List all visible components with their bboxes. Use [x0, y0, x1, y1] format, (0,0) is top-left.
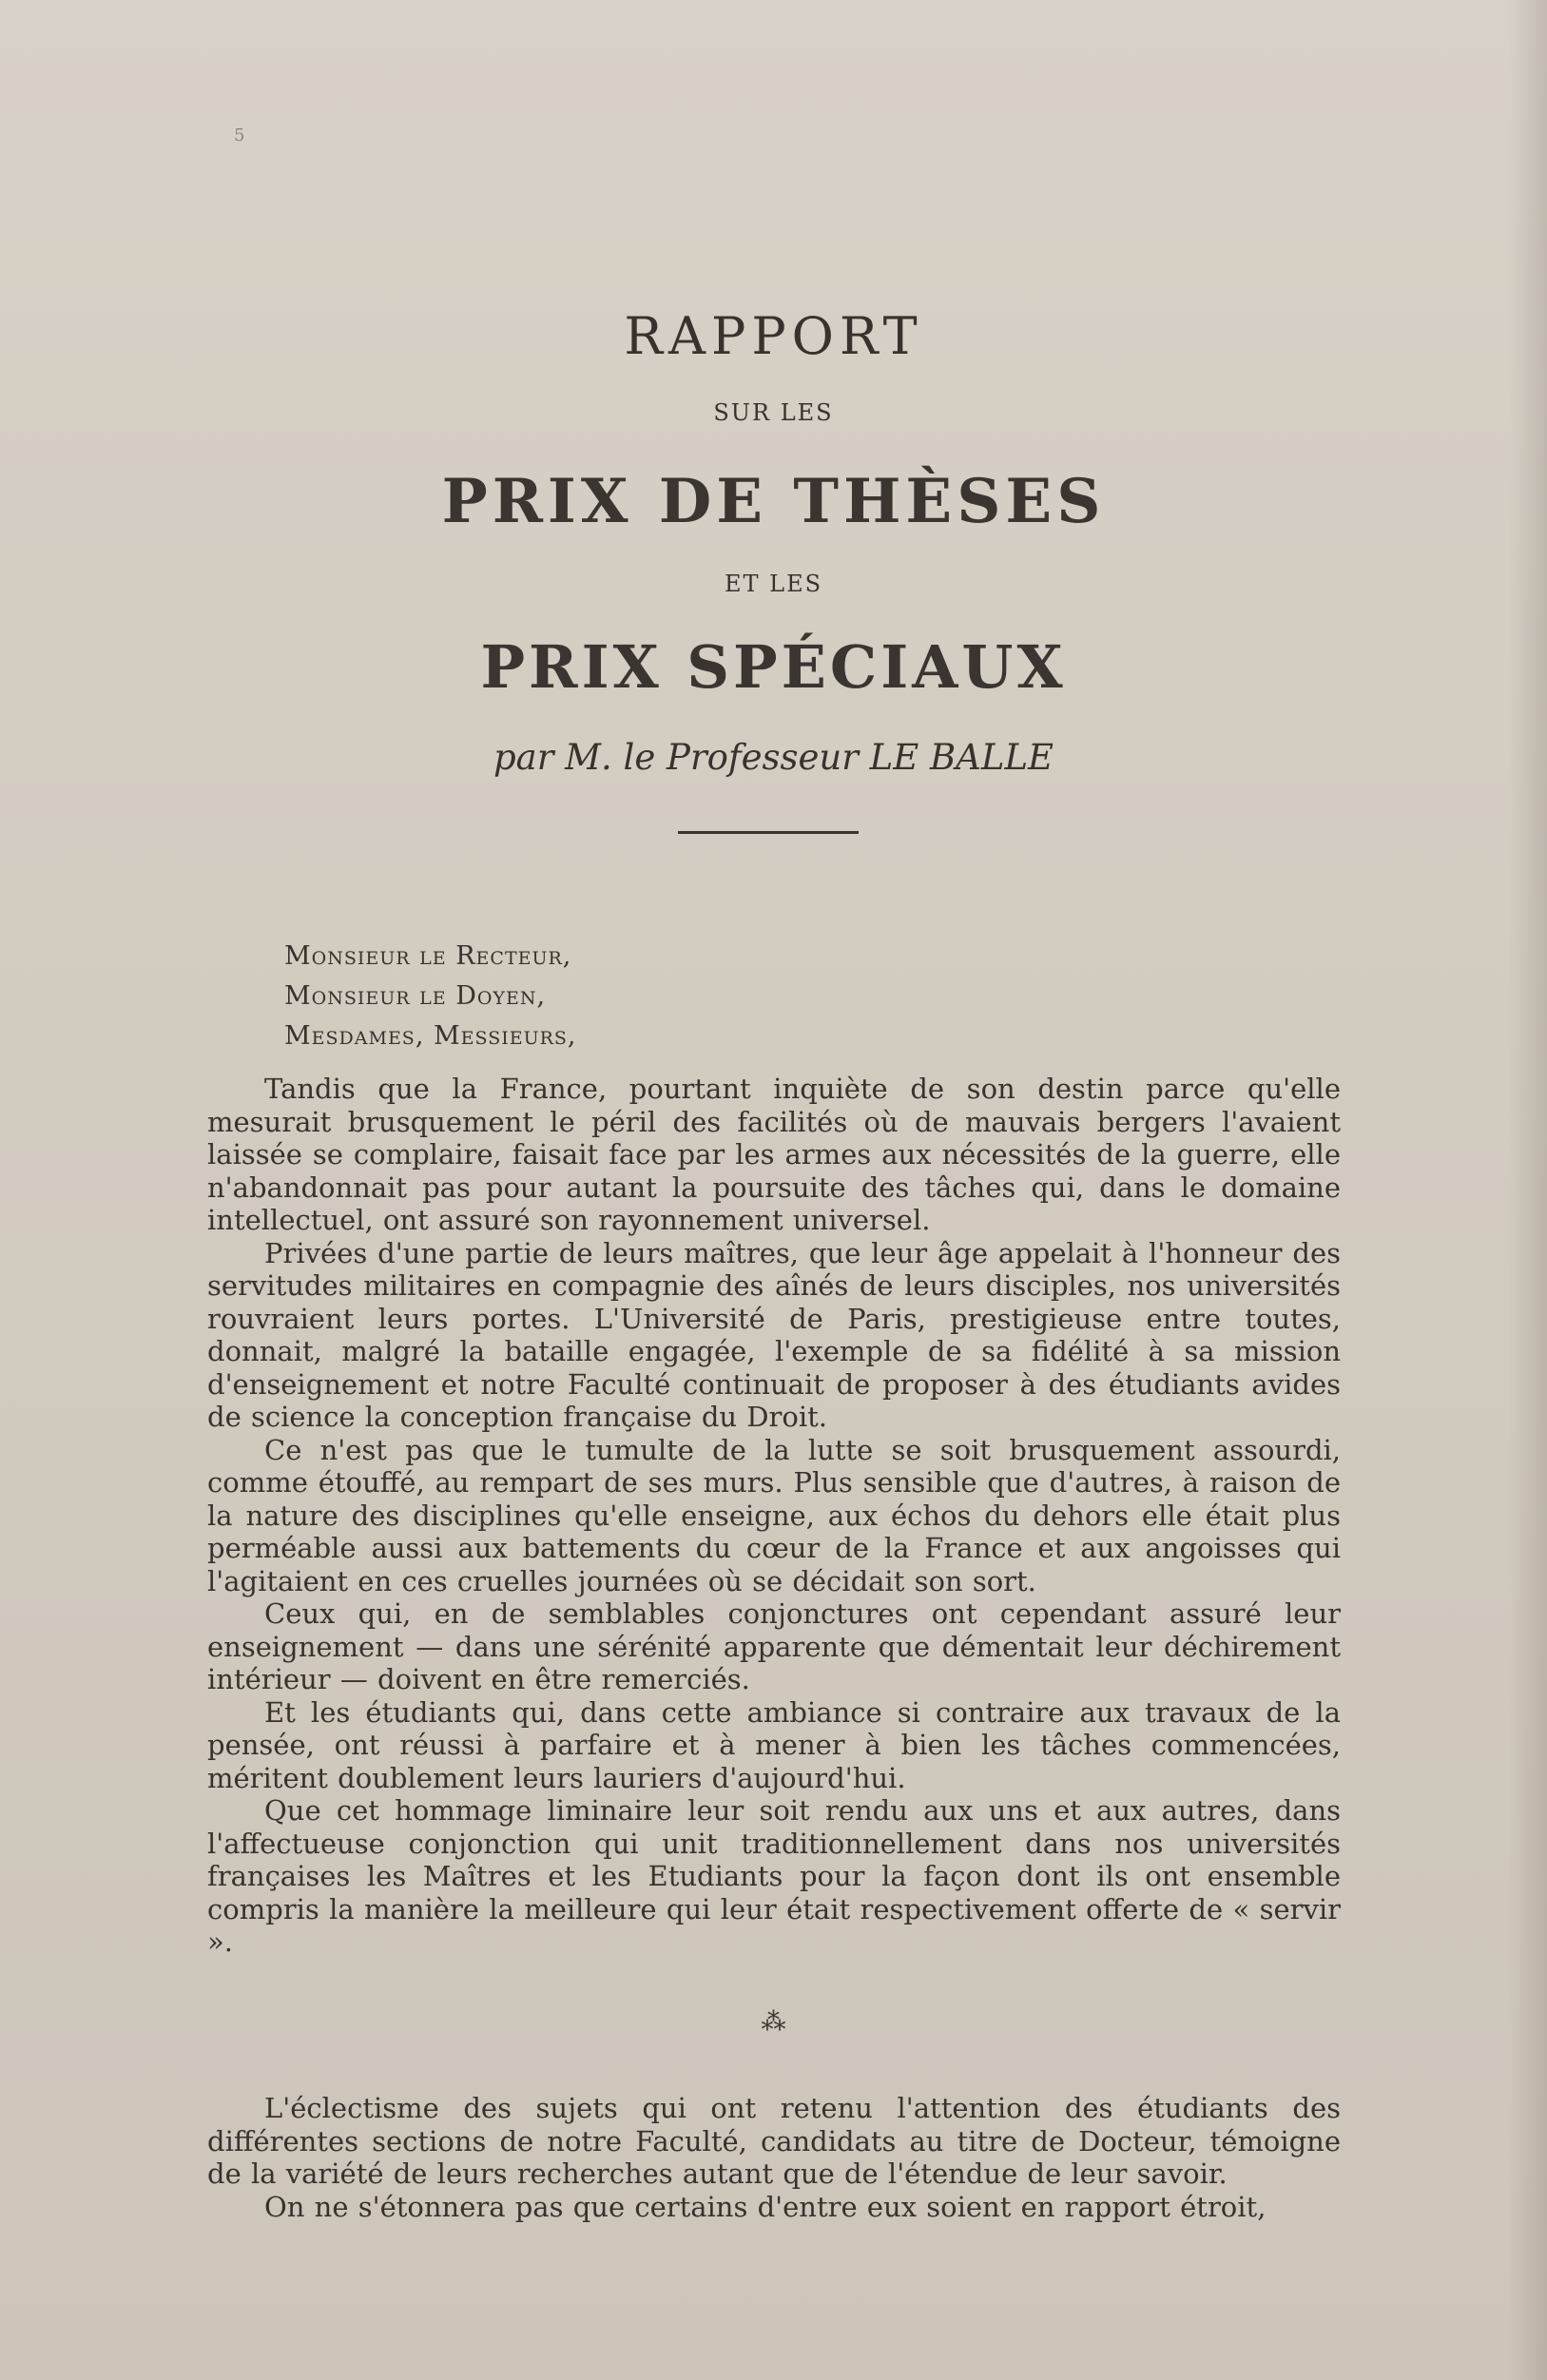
paragraph: Privées d'une partie de leurs maîtres, que leur âge appelait à l'honneur des servitudes militaires en compagnie des aînés de leurs disciples, nos universités rouvraient leurs portes. L'Université de Paris, prestigieuse entre toutes, donnait, malgré la bataille engagée, l'exemple de sa fidélité à sa mission d'enseignement et notre Faculté continuait de proposer à des étudiants avides de science la conception française du Droit.	[207, 1236, 1341, 1433]
body-section-1	[207, 1073, 1341, 1959]
paragraph: Que cet hommage liminaire leur soit rendu aux uns et aux autres, dans l'affectueuse conjonction qui unit traditionnellement dans nos universités françaises les Maîtres et les Etudiants pour la façon dont ils ont ensemble compris la manière la meilleure qui leur était respectivement offerte de « servir ».	[207, 1794, 1341, 1958]
author-byline: par M. le Professeur LE BALLE	[493, 737, 1054, 778]
paragraph: Ceux qui, en de semblables conjonctures ont cependant assuré leur enseignement — dans une sérénité apparente que démentait leur déchirement intérieur — doivent en être remerciés.	[207, 1597, 1341, 1695]
salutation-doyen: Monsieur le Doyen,	[284, 981, 547, 1011]
paragraph: Ce n'est pas que le tumulte de la lutte se soit brusquement assourdi, comme étouffé, au rempart de ses murs. Plus sensible que d'autres, à raison de la nature des disciplines qu'elle enseigne, aux échos du dehors elle était plus perméable aussi aux battements du cœur de la France et aux angoisses qui l'agitaient en ces cruelles journées où se décidait son sort.	[207, 1433, 1341, 1597]
salutation-mesdames: Mesdames, Messieurs,	[284, 1021, 577, 1051]
section-asterism: ⁂	[761, 2008, 786, 2037]
paragraph: Tandis que la France, pourtant inquiète de son destin parce qu'elle mesurait brusquement le péril des facilités où de mauvais bergers l'avaient laissée se complaire, faisait face par les armes aux nécessités de la guerre, elle n'abandonnait pas pour autant la poursuite des tâches qui, dans le domaine intellectuel, ont assuré son rayonnement universel.	[207, 1073, 1341, 1236]
salutations	[284, 937, 577, 1056]
subtitle-et-les: ET LES	[724, 571, 823, 597]
salutation-recteur: Monsieur le Recteur,	[284, 941, 572, 971]
page-mark: 5	[234, 126, 245, 145]
heading-prix-speciaux: PRIX SPÉCIAUX	[480, 632, 1067, 702]
paragraph: L'éclectisme des sujets qui ont retenu l'attention des étudiants des différentes sections de notre Faculté, candidats au titre de Docteur, témoigne de la variété de leurs recherches autant que de l'étendue de leur savoir.	[207, 2092, 1341, 2190]
paragraph: Et les étudiants qui, dans cette ambiance si contraire aux travaux de la pensée, ont réussi à parfaire et à mener à bien les tâches commencées, méritent doublement leurs lauriers d'aujourd'hui.	[207, 1695, 1341, 1794]
title-divider	[678, 831, 859, 834]
report-title: RAPPORT	[624, 306, 923, 366]
subtitle-sur-les: SUR LES	[713, 399, 834, 426]
heading-prix-de-theses: PRIX DE THÈSES	[441, 466, 1106, 537]
paragraph: On ne s'étonnera pas que certains d'entre eux soient en rapport étroit,	[264, 2190, 1267, 2223]
body-section-2	[207, 2092, 1341, 2223]
